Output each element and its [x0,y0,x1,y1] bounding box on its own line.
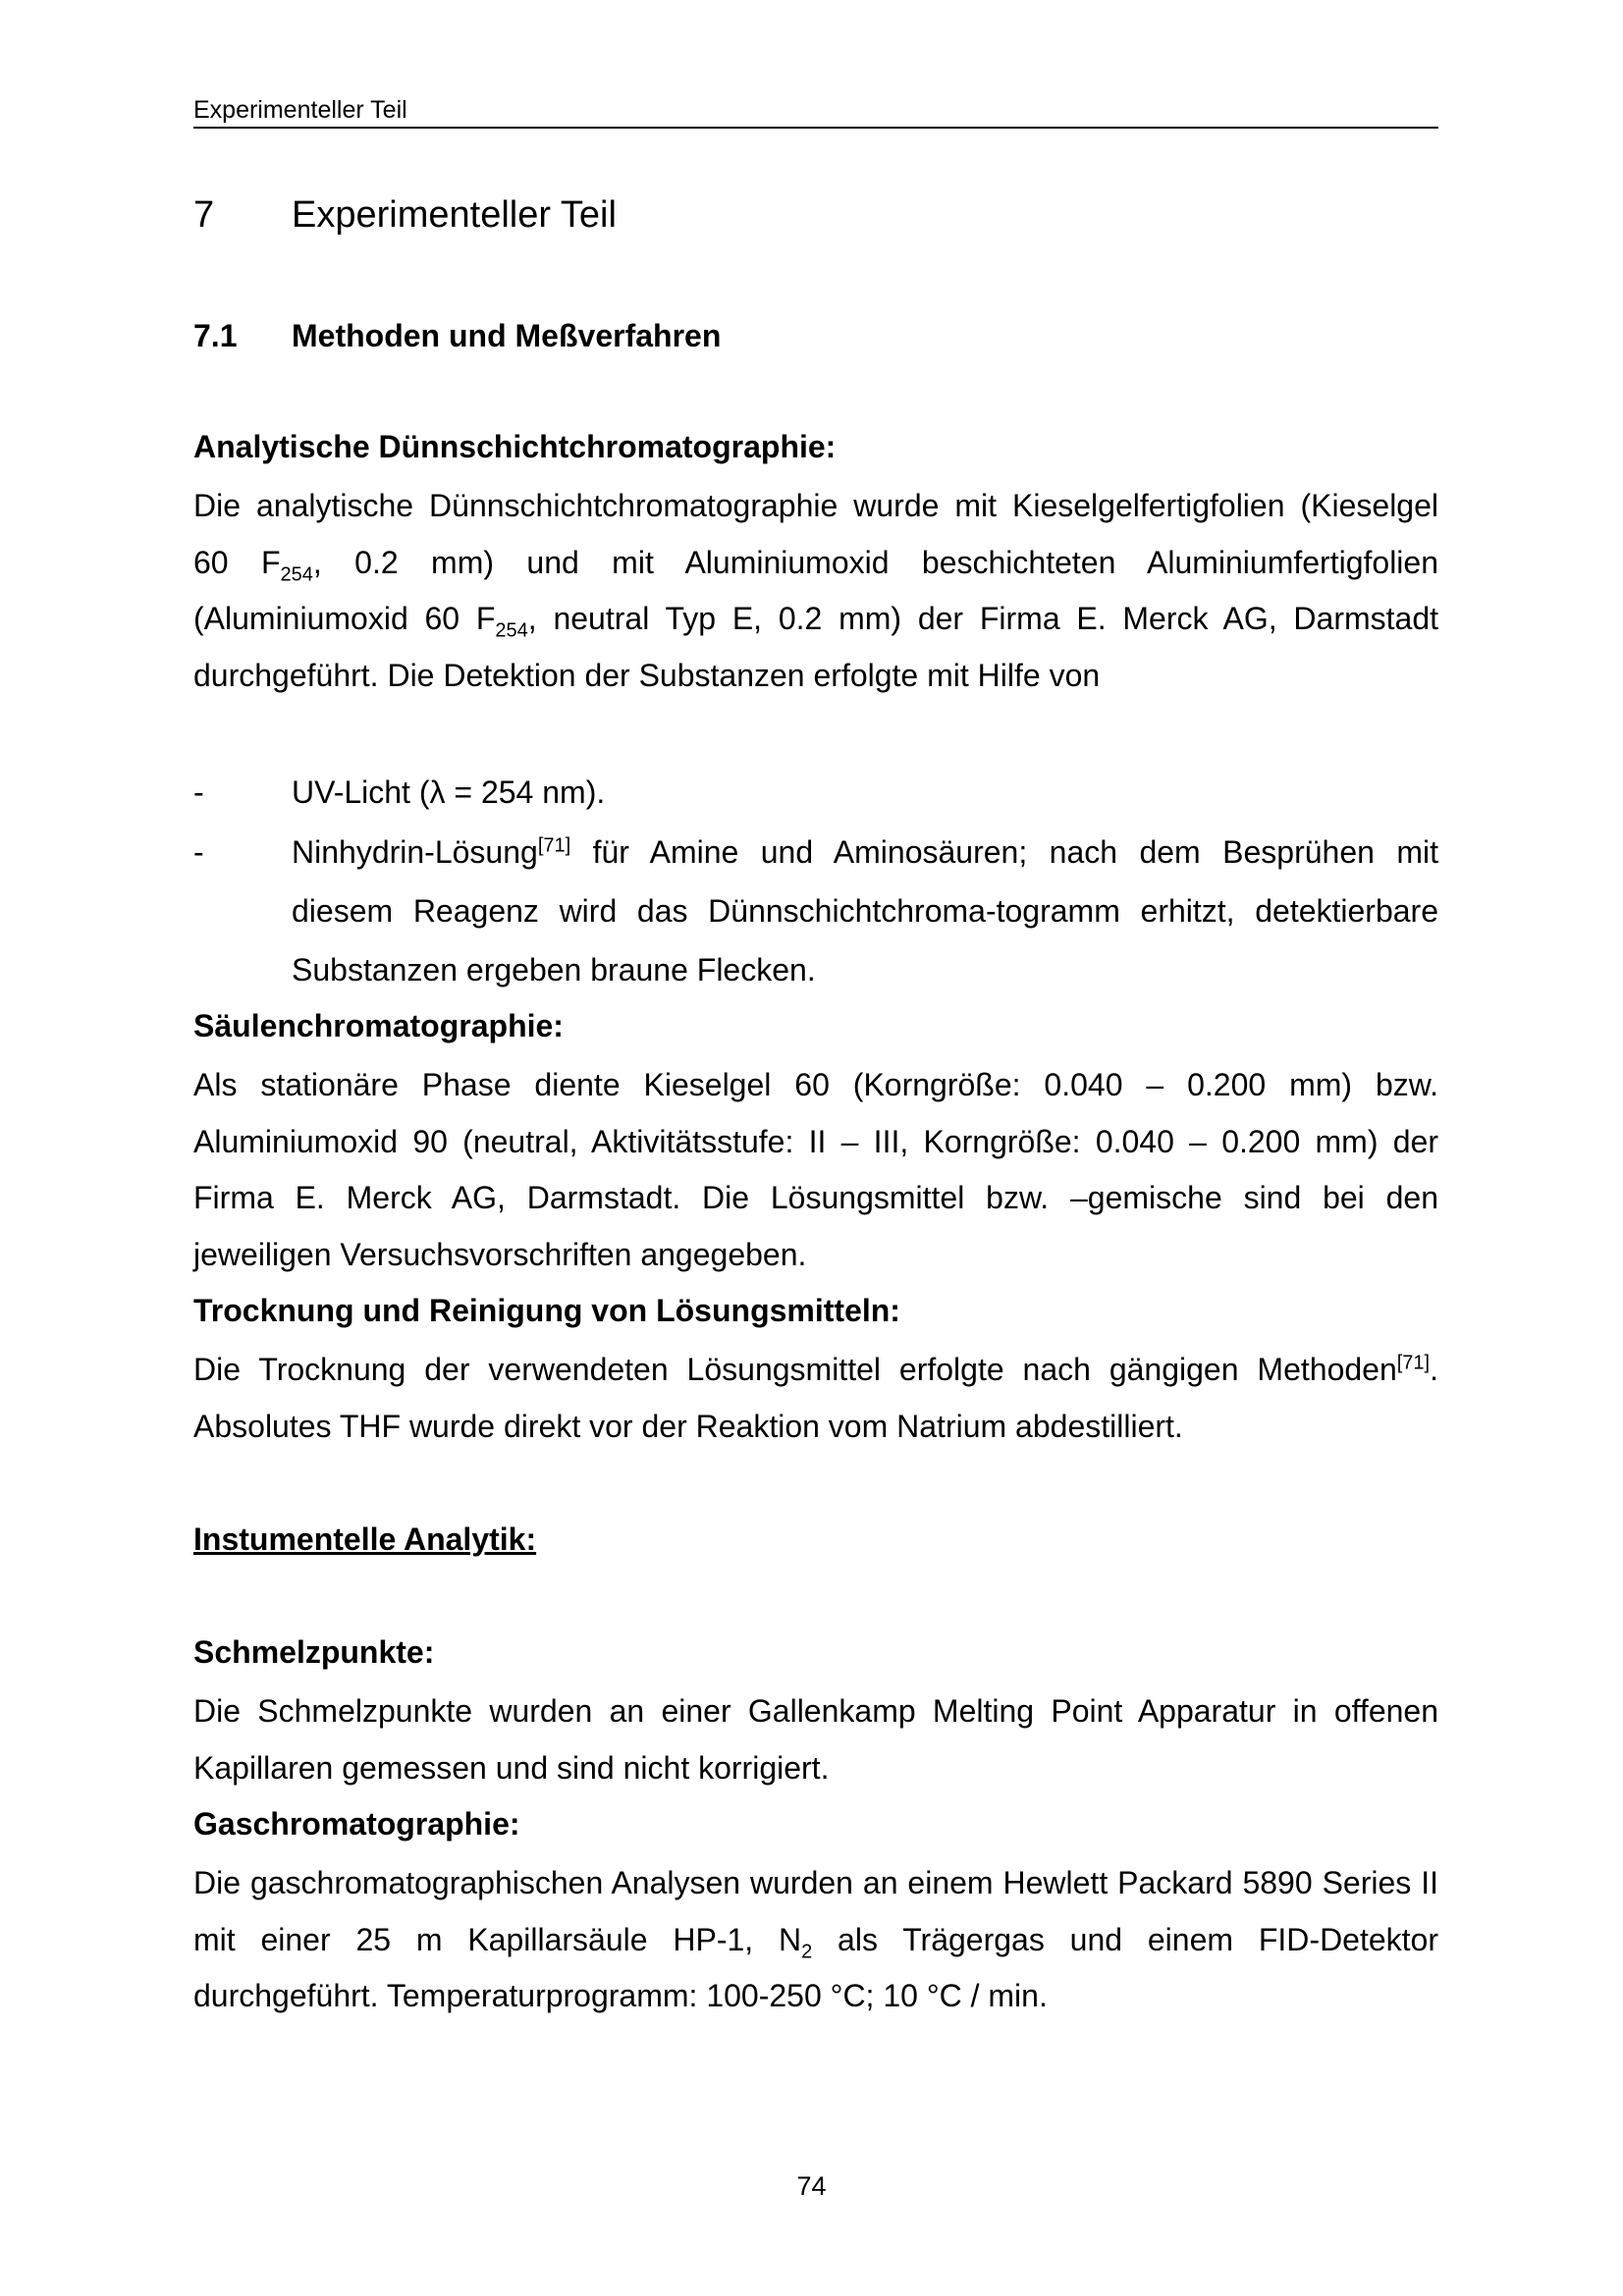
tr-text-1: Die Trocknung der verwendeten Lösungsmittel erfolgte nach gängigen Methoden [193,1352,1397,1387]
section-title: Methoden und Meßverfahren [292,318,722,353]
bullet-uv-text: UV-Licht (λ = 254 nm). [292,774,606,810]
section-number: 7.1 [193,318,238,353]
reference-71: [71] [537,834,571,857]
sc-paragraph: Als stationäre Phase diente Kieselgel 60 (Korngröße: 0.040 – 0.200 mm) bzw. Aluminiumoxid 90 (neutral, Aktivitätsstufe: II – III, Korngröße: 0.040 – 0.200 mm) der Firma E. Merck AG, Darmstadt. Die Lösungsmittel bzw. –gemische sind bei den jeweiligen Versuchsvorschriften angegeben. [193,1067,1438,1272]
bullet-ninhydrin-text [292,823,1438,999]
subscript-254: 254 [280,562,313,585]
chapter-number: 7 [193,194,215,236]
gc-text-1: Die gaschromatographischen Analysen wurden an einem Hewlett Packard 5890 Series II mit einer 25 m Kapillarsäule HP-1, N [193,1865,1438,1957]
sp-paragraph: Die Schmelzpunkte wurden an einer Gallenkamp Melting Point Apparatur in offenen Kapillaren gemessen und sind nicht korrigiert. [193,1693,1438,1786]
bullet-dash: - [193,834,204,870]
dc-text-1: Die analytische Dünnschichtchromatographie wurde mit Kieselgelfertigfolien (Kieselgel 60 F [193,488,1438,580]
sc-heading: Säulenchromatographie: [193,1008,564,1043]
ia-heading: Instumentelle Analytik: [193,1522,537,1557]
chapter-title: Experimenteller Teil [292,194,617,236]
gc-heading: Gaschromatographie: [193,1806,520,1842]
dc-text-3: , neutral Typ E, 0.2 mm) der Firma E. Merck AG, Darmstadt durchgeführt. Die Detektion der Substanzen erfolgte mit Hilfe von [193,601,1439,693]
ninhydrin-text-2: für Amine und Aminosäuren; nach dem Besprühen mit diesem Reagenz wird das Dünnschichtchroma-togramm erhitzt, detektierbare Substanzen ergeben braune Flecken. [292,834,1438,988]
bullet-ninhydrin [193,823,1438,999]
tr-heading: Trocknung und Reinigung von Lösungsmitteln: [193,1293,900,1328]
subscript-254: 254 [495,619,528,642]
reference-71: [71] [1396,1352,1431,1374]
ninhydrin-text-1: Ninhydrin-Lösung [292,834,538,870]
subscript-2: 2 [801,1940,813,1962]
bullet-dash: - [193,774,204,810]
page-number: 74 [796,2171,827,2201]
gc-text-2: als Trägergas und einem FID-Detektor durchgeführt. Temperaturprogramm: 100-250 °C; 10 °C / min. [193,1921,1439,2013]
dc-heading: Analytische Dünnschichtchromatographie: [193,429,837,464]
dc-text-2: , 0.2 mm) und mit Aluminiumoxid beschichteten Aluminiumfertigfolien (Aluminiumoxid 60 F [193,544,1439,636]
sp-heading: Schmelzpunkte: [193,1634,435,1670]
tr-paragraph [193,1342,1438,1455]
bullet-uv [193,763,1438,822]
gc-paragraph [193,1855,1438,2025]
section-heading [193,316,721,355]
chapter-heading [193,192,617,238]
running-header: Experimenteller Teil [193,94,1438,129]
dc-paragraph [193,478,1438,704]
tr-text-2: . Absolutes THF wurde direkt vor der Reaktion vom Natrium abdestilliert. [193,1352,1438,1444]
